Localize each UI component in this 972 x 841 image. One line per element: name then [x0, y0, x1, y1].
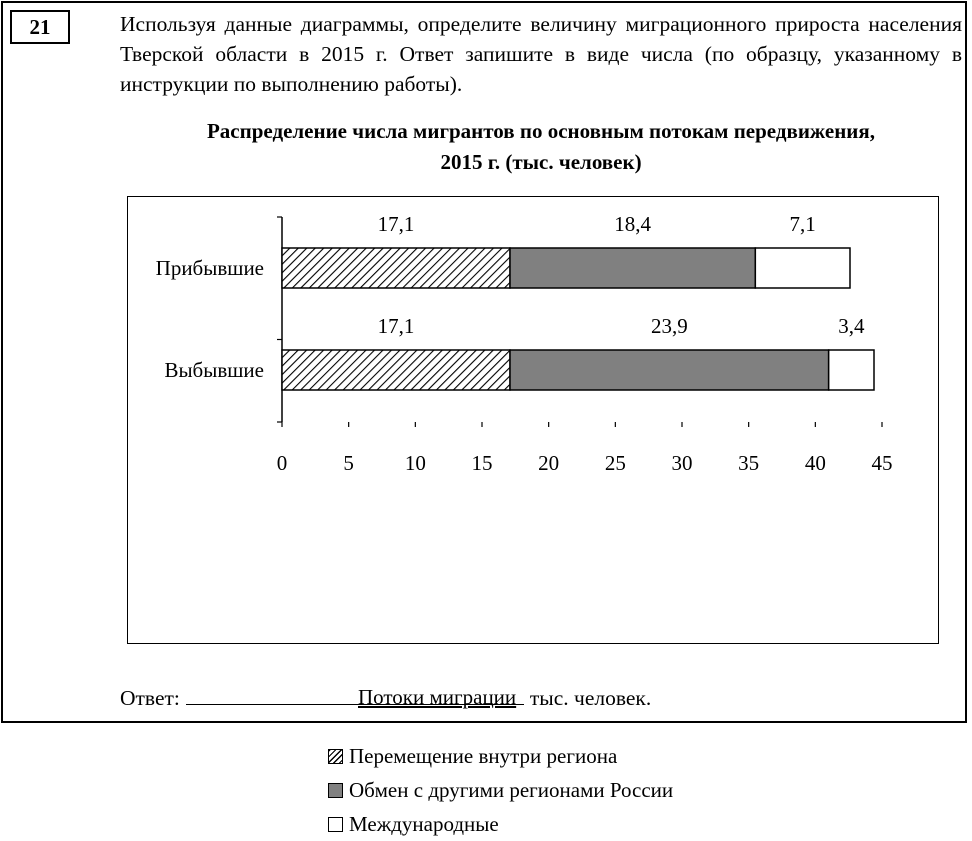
answer-label: Ответ:	[120, 686, 180, 710]
bar-segment	[510, 248, 755, 288]
x-tick-label: 25	[604, 451, 626, 475]
x-tick-label: 0	[276, 451, 288, 475]
chart-title-line-1: Распределение числа мигрантов по основным потокам передвижения,	[206, 119, 876, 143]
legend-item-intra-region	[328, 739, 673, 773]
bar-segment	[282, 350, 510, 390]
category-label: Выбывшие	[164, 358, 264, 382]
bar-segment	[829, 350, 874, 390]
gray-swatch-icon	[328, 783, 343, 798]
question-text: Используя данные диаграммы, определите величину миграционного прироста населения Тверской области в 2015 г. Ответ запишите в виде числа (по образцу, указанному в инструкции по выполнению работы).	[120, 12, 962, 96]
x-tick-label: 20	[538, 451, 560, 475]
legend-title: Потоки миграции	[358, 685, 517, 709]
legend	[328, 739, 673, 841]
answer-unit: тыс. человек.	[529, 686, 652, 710]
x-tick-label: 45	[871, 451, 893, 475]
chart-title	[120, 116, 962, 178]
legend-label: Обмен с другими регионами России	[349, 777, 674, 802]
data-label: 23,9	[650, 314, 688, 338]
chart-title-line-2: 2015 г. (тыс. человек)	[440, 150, 642, 174]
data-label: 7,1	[789, 212, 816, 236]
task-number: 21	[10, 10, 70, 44]
x-tick-label: 10	[404, 451, 426, 475]
answer-line	[120, 684, 651, 711]
data-label: 3,4	[838, 314, 865, 338]
category-label: Прибывшие	[155, 256, 264, 280]
bar-segment	[282, 248, 510, 288]
legend-label: Перемещение внутри региона	[349, 743, 618, 768]
bar-segment	[755, 248, 850, 288]
bar-segment	[510, 350, 829, 390]
x-tick-label: 35	[738, 451, 760, 475]
legend-label: Международные	[349, 811, 499, 836]
data-label: 17,1	[377, 314, 415, 338]
data-label: 18,4	[614, 212, 652, 236]
x-tick-label: 15	[471, 451, 493, 475]
answer-blank	[186, 684, 524, 705]
x-tick-label: 5	[343, 451, 354, 475]
data-label: 17,1	[377, 212, 415, 236]
bar-chart	[128, 197, 938, 642]
hatch-swatch-icon	[328, 749, 343, 764]
legend-item-interregional	[328, 773, 673, 807]
x-tick-label: 40	[804, 451, 826, 475]
legend-item-international	[328, 807, 673, 841]
x-tick-label: 30	[671, 451, 693, 475]
white-swatch-icon	[328, 817, 343, 832]
